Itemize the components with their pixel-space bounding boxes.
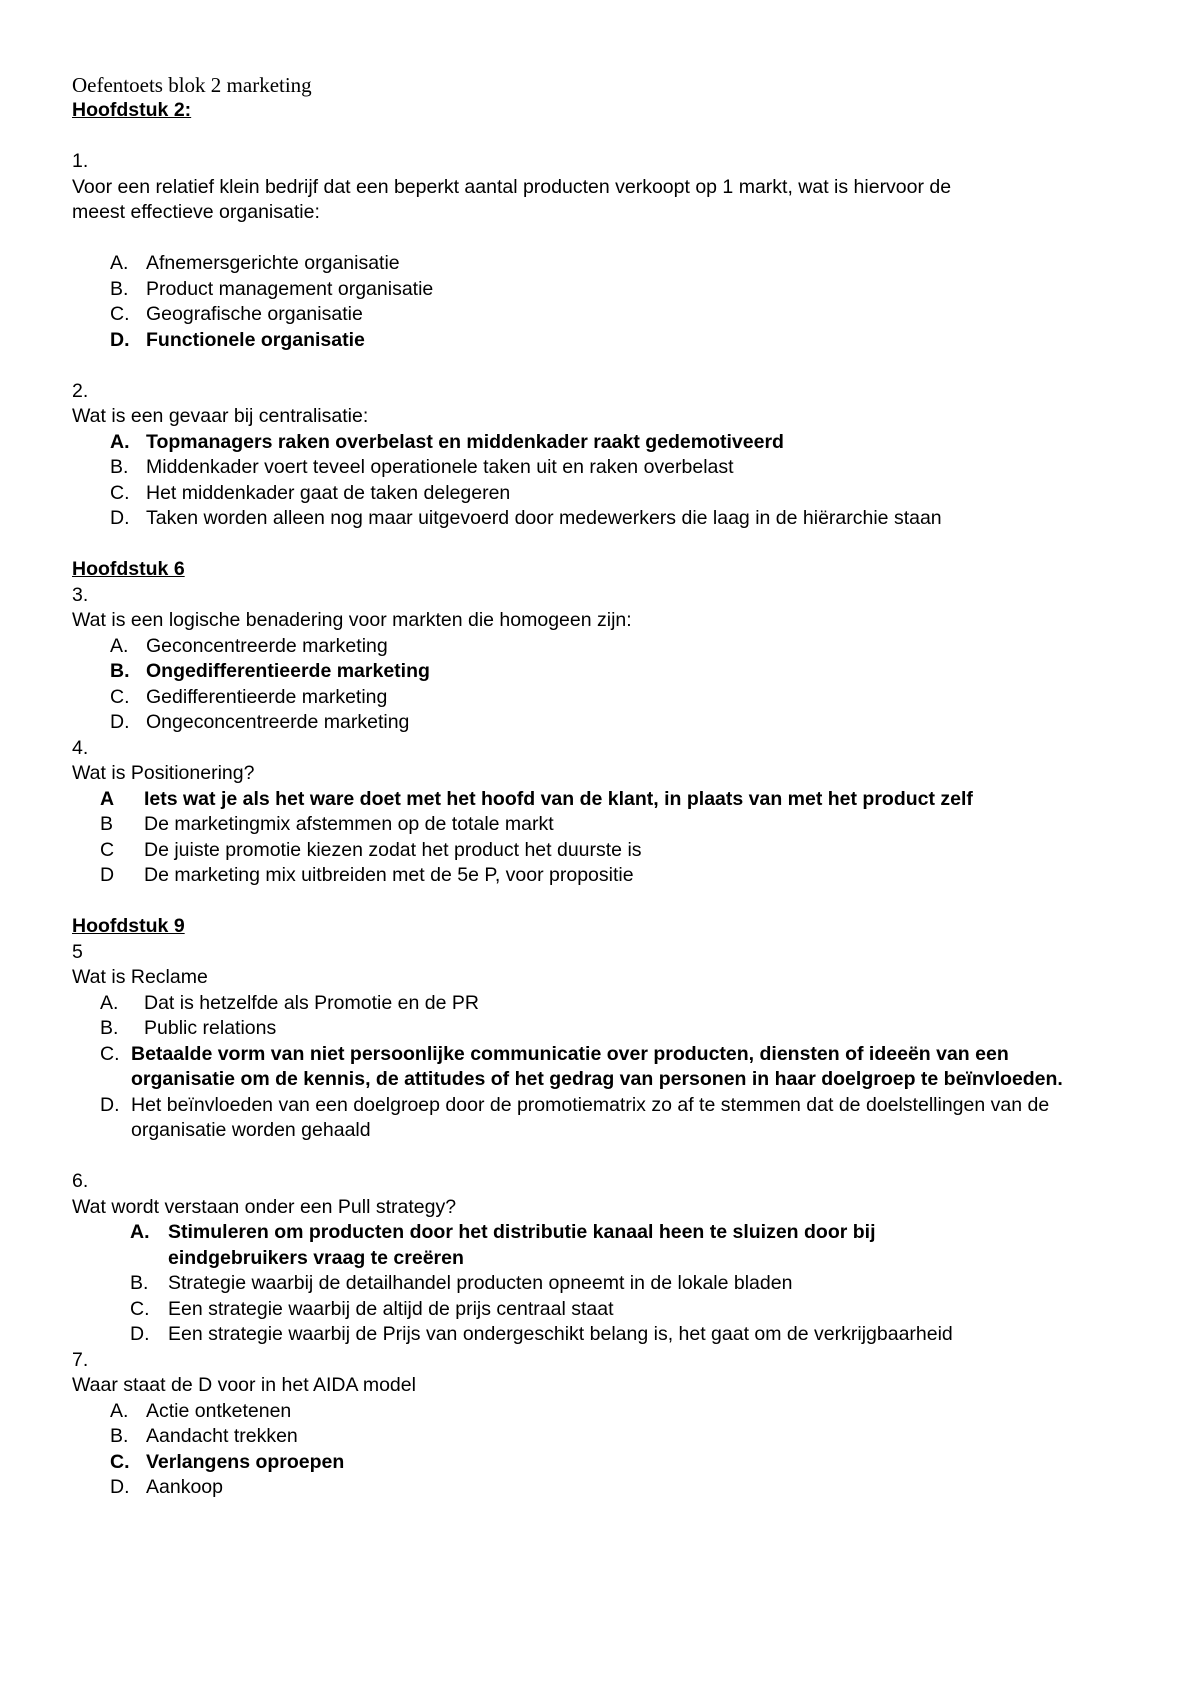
question-text: Waar staat de D voor in het AIDA model (72, 1374, 416, 1396)
question-number: 7. (72, 1348, 89, 1371)
answer-option: B. Aandacht trekken (110, 1425, 298, 1447)
answer-option: C. Gedifferentieerde marketing (110, 685, 388, 708)
question-5 (72, 940, 1142, 1144)
question-text: Wat is Reclame (72, 966, 208, 988)
question-text: meest effectieve organisatie: (72, 201, 320, 223)
answer-option: D. Een strategie waarbij de Prijs van ondergeschikt belang is, het gaat om de verkrijgbaarheid (130, 1323, 953, 1345)
question-number: 6. (72, 1170, 89, 1192)
answer-option: C. Een strategie waarbij de altijd de prijs centraal staat (130, 1297, 614, 1320)
question-text: Wat is een gevaar bij centralisatie: (72, 405, 369, 427)
question-number: 4. (72, 736, 89, 759)
correct-answer-option: A. Stimuleren om producten door het distributie kanaal heen te sluizen door bij eindgebruikers vraag te creëren (130, 1221, 876, 1269)
correct-answer-option: C. Betaalde vorm van niet persoonlijke communicatie over producten, diensten of ideeën van een organisatie om de kennis, de attitudes of het gedrag van personen in haar doelgroep te beïnvloeden. (100, 1042, 1063, 1090)
question-text: Wat is een logische benadering voor markten die homogeen zijn: (72, 609, 632, 631)
question-number: 3. (72, 583, 89, 606)
question-number: 2. (72, 379, 89, 402)
correct-answer-option: A Iets wat je als het ware doet met het hoofd van de klant, in plaats van met het product zelf (100, 787, 973, 810)
answer-option: B. Strategie waarbij de detailhandel producten opneemt in de lokale bladen (130, 1272, 793, 1294)
correct-answer-option: C. Verlangens oproepen (110, 1450, 345, 1473)
answer-option: C. Het middenkader gaat de taken delegeren (110, 481, 511, 504)
question-1 (72, 149, 1142, 353)
question-text: Wat wordt verstaan onder een Pull strategy? (72, 1195, 457, 1218)
correct-answer-option: A. Topmanagers raken overbelast en middenkader raakt gedemotiveerd (110, 430, 784, 453)
answer-option: A. Afnemersgerichte organisatie (110, 252, 400, 274)
question-2 (72, 379, 1142, 532)
chapter-heading-2: Hoofdstuk 2: (72, 99, 192, 121)
question-4 (72, 736, 1142, 889)
answer-option: A. Geconcentreerde marketing (110, 634, 388, 657)
question-6 (72, 1169, 1142, 1348)
document-page (72, 72, 1142, 1501)
answer-option: C De juiste promotie kiezen zodat het product het duurste is (100, 838, 642, 861)
answer-option: D. Ongeconcentreerde marketing (110, 711, 410, 733)
answer-option: B. Product management organisatie (110, 277, 434, 300)
document-title: Oefentoets blok 2 marketing (72, 73, 312, 97)
answer-option: D. Het beïnvloeden van een doelgroep door de promotiematrix zo af te stemmen dat de doelstellingen van de organisatie worden gehaald (100, 1093, 1050, 1141)
question-text: Voor een relatief klein bedrijf dat een beperkt aantal producten verkoopt op 1 markt, wat is hiervoor de (72, 175, 952, 198)
correct-answer-option: D. Functionele organisatie (110, 328, 365, 351)
answer-option: C. Geografische organisatie (110, 303, 363, 325)
correct-answer-option: B. Ongedifferentieerde marketing (110, 660, 430, 682)
answer-option: B De marketingmix afstemmen op de totale markt (100, 813, 554, 835)
answer-option: D De marketing mix uitbreiden met de 5e P, voor propositie (100, 864, 634, 886)
question-7 (72, 1348, 1142, 1501)
question-text: Wat is Positionering? (72, 762, 255, 784)
answer-option: B. Public relations (100, 1017, 277, 1039)
answer-option: D. Taken worden alleen nog maar uitgevoerd door medewerkers die laag in de hiërarchie staan (110, 507, 942, 529)
answer-option: B. Middenkader voert teveel operationele taken uit en raken overbelast (110, 456, 734, 478)
chapter-heading-9: Hoofdstuk 9 (72, 915, 185, 937)
answer-option: A. Dat is hetzelfde als Promotie en de PR (100, 991, 479, 1014)
answer-option: D. Aankoop (110, 1476, 223, 1498)
question-number: 5 (72, 940, 83, 963)
question-number: 1. (72, 150, 89, 172)
chapter-heading-6: Hoofdstuk 6 (72, 558, 185, 580)
answer-option: A. Actie ontketenen (110, 1399, 292, 1422)
question-3 (72, 583, 1142, 736)
